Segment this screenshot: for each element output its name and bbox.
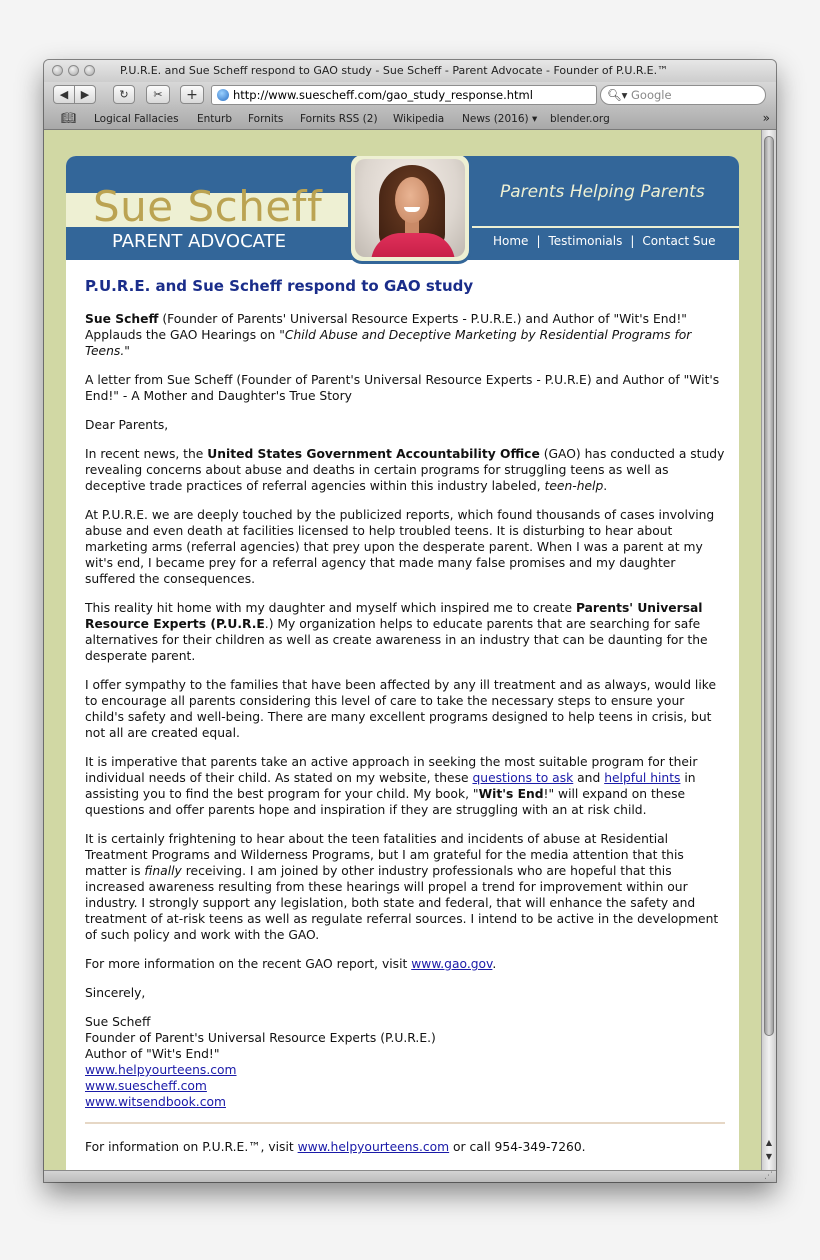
bookmark-item[interactable]: Wikipedia [393,113,445,125]
resize-grip-icon[interactable]: ⋰ [764,1171,773,1181]
bookmark-item[interactable]: News (2016) ▾ [462,113,538,125]
snapback-button[interactable] [146,85,170,104]
back-arrow-icon: ◀ [59,88,69,101]
add-bookmark-button[interactable] [180,85,204,104]
footer-helpyourteens-link[interactable]: www.helpyourteens.com [297,1140,450,1154]
scrollbar-thumb[interactable] [764,136,774,1036]
portrait-photo [348,156,472,264]
nav-home-link[interactable]: Home [493,234,529,248]
url-text: http://www.suescheff.com/gao_study_response.html [233,88,533,102]
signature-name: Sue Scheff [85,1015,151,1029]
brand-name: Sue Scheff [93,182,323,231]
snapback-icon: ✂ [153,88,163,101]
nav-testimonials-link[interactable]: Testimonials [548,234,623,248]
footer-divider [85,1122,725,1124]
tagline: Parents Helping Parents [500,182,705,202]
helpful-hints-link[interactable]: helpful hints [604,771,681,785]
window-title: P.U.R.E. and Sue Scheff respond to GAO study - Sue Scheff - Parent Advocate - Founder of P.U.R.E.™ [120,64,669,77]
helpyourteens-link[interactable]: www.helpyourteens.com [85,1063,237,1077]
site-nav: Home | Testimonials | Contact Sue [493,234,716,248]
nav-divider [470,226,739,228]
footer-info: For information on P.U.R.E.™, visit www.helpyourteens.com or call 954-349-7260. [85,1140,586,1154]
plus-icon: + [186,86,198,103]
minimize-window-button[interactable] [68,65,79,76]
zoom-window-button[interactable] [84,65,95,76]
close-window-button[interactable] [52,65,63,76]
brand-subtitle: PARENT ADVOCATE [112,231,286,252]
book-icon[interactable]: 📖︎ [61,111,77,125]
bookmark-item[interactable]: Fornits RSS (2) [300,113,378,125]
search-icon: 🔍︎▾ [607,88,628,102]
intro-paragraph: Sue Scheff (Founder of Parents' Universal Resource Experts - P.U.R.E.) and Author of "Wit's End!" Applauds the GAO Hearings on "Child Abuse and Deceptive Marketing by Residential Programs for Teens." [85,312,692,358]
letter-intro: A letter from Sue Scheff (Founder of Parent's Universal Resource Experts - P.U.R.E) and Author of "Wit's End!" - A Mother and Daughter's True Story [85,373,720,403]
paragraph-more-info: For more information on the recent GAO report, visit www.gao.gov. [85,957,497,971]
scroll-down-arrow-icon[interactable]: ▼ [765,1152,773,1161]
scroll-up-arrow-icon[interactable]: ▲ [765,1138,773,1147]
address-bar[interactable] [211,85,597,105]
page-container [66,156,739,1170]
back-button[interactable] [53,85,75,104]
paragraph-pure: At P.U.R.E. we are deeply touched by the publicized reports, which found thousands of cases involving abuse and even death at facilities licensed to help troubled teens. It is disturbing to hear about marketing arms (referral agencies) that prey upon the desperate parent. When I was a parent at my wit's end, I became prey for a referral agency that made many false promises and my daughter suffered the consequences. [85,508,715,586]
title-bar [44,60,776,82]
status-bar [44,1170,776,1182]
nav-contact-link[interactable]: Contact Sue [642,234,716,248]
article-content [85,278,725,1168]
reload-icon: ↻ [119,88,129,101]
paragraph-sympathy: I offer sympathy to the families that have been affected by any ill treatment and as always, would like to encourage all parents considering this level of care to take the necessary steps to ensure your child's safety and well-being. There are many excellent programs designed to help teens in crisis, but not all are created equal. [85,678,717,740]
questions-to-ask-link[interactable]: questions to ask [472,771,574,785]
browser-toolbar [44,82,776,108]
forward-arrow-icon: ▶ [80,88,90,101]
globe-icon [217,89,229,101]
reload-button[interactable] [113,85,135,104]
bookmarks-bar [44,108,776,130]
signature-block [85,1014,725,1110]
bookmark-item[interactable]: blender.org [550,113,610,125]
site-header [66,156,739,260]
paragraph-gao: In recent news, the United States Government Accountability Office (GAO) has conducted a study revealing concerns about abuse and deaths in certain programs for struggling teens as well as deceptive trade practices of referral agencies within this industry labeled, teen-help. [85,447,725,493]
bookmark-item[interactable]: Logical Fallacies [94,113,179,125]
paragraph-imperative: It is imperative that parents take an active approach in seeking the most suitable program for their individual needs of their child. As stated on my website, these questions to ask and helpful hints in assisting you to find the best program for your child. My book, "Wit's End!" will expand on these questions and offer parents hope and inspiration if they are struggling with an at risk child. [85,755,698,817]
suescheff-link[interactable]: www.suescheff.com [85,1079,207,1093]
witsendbook-link[interactable]: www.witsendbook.com [85,1095,226,1109]
search-field[interactable] [600,85,766,105]
browser-window [44,60,776,1182]
bookmark-item[interactable]: Fornits [248,113,284,125]
signature-author: Author of "Wit's End!" [85,1047,220,1061]
forward-button[interactable] [74,85,96,104]
paragraph-frightening: It is certainly frightening to hear about the teen fatalities and incidents of abuse at Residential Treatment Programs and Wilderness Programs, but I am grateful for the media attention that this matter is finally receiving. I am joined by other industry professionals who are hopeful that this increased awareness resulting from these hearings will propel a trend for improvement within our industry. I strongly support any legislation, both state and federal, that will enhance the safety and treatment of at-risk teens as well as regulate referral sources. I intend to be active in the development of such policy and work with the GAO. [85,832,719,942]
window-controls [52,65,95,76]
gao-link[interactable]: www.gao.gov [411,957,493,971]
search-placeholder: Google [631,88,672,102]
greeting: Dear Parents, [85,418,169,432]
closing: Sincerely, [85,986,146,1000]
more-bookmarks-icon[interactable]: » [762,111,770,125]
article-title: P.U.R.E. and Sue Scheff respond to GAO study [85,277,474,295]
paragraph-reality: This reality hit home with my daughter and myself which inspired me to create Parents' Universal Resource Experts (P.U.R.E.) My organization helps to educate parents that are searching for safe alternatives for their children as well as create awareness in an industry that can be daunting for the desperate parent. [85,601,708,663]
signature-title: Founder of Parent's Universal Resource Experts (P.U.R.E.) [85,1031,436,1045]
vertical-scrollbar[interactable] [761,130,776,1170]
bookmark-item[interactable]: Enturb [197,113,233,125]
page-viewport [44,130,761,1170]
